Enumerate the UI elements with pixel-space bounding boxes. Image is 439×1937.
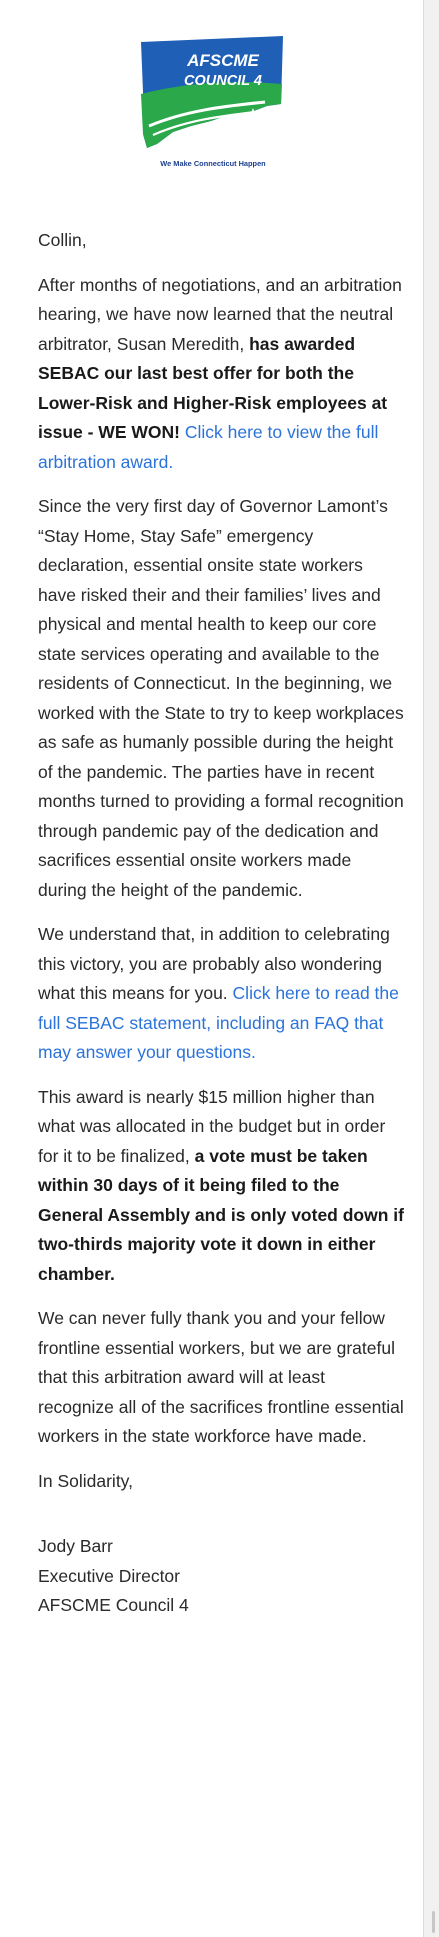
signature-name: Jody Barr — [38, 1536, 113, 1556]
paragraph-what-it-means — [38, 920, 404, 1068]
scrollbar-thumb[interactable] — [432, 1911, 435, 1933]
logo-line-2: COUNCIL 4 — [184, 73, 262, 89]
vote-requirement-bold: a vote must be taken within 30 days of it being filed to the General Assembly and is only voted down if two-thirds majority vote it down in either chamber. — [38, 1145, 404, 1284]
afscme-council-4-logo[interactable] — [0, 22, 424, 192]
paragraph-text: We understand that, in addition to celebrating this victory, you are probably also wondering what this means for you. — [38, 924, 390, 1003]
email-content — [38, 226, 404, 1621]
logo-line-1: AFSCME — [187, 51, 259, 70]
paragraph-arbitration-result — [38, 271, 404, 478]
logo-tagline: We Make Connecticut Happen — [160, 159, 266, 168]
paragraph-text: After months of negotiations, and an arbitration hearing, we have now learned that the neutral arbitrator, Susan Meredith, — [38, 274, 402, 354]
view-arbitration-award-link[interactable]: Click here to view the full arbitration award. — [38, 422, 379, 472]
paragraph-thanks: We can never fully thank you and your fellow frontline essential workers, but we are grateful that this arbitration award will at least recognize all of the sacrifices frontline essential workers in the state workforce have made. — [38, 1308, 404, 1446]
paragraph-vote-process — [38, 1083, 404, 1290]
connecticut-state-logo-icon — [127, 22, 297, 172]
signature-block — [38, 1511, 404, 1621]
scrollbar[interactable] — [425, 0, 439, 1937]
greeting: Collin, — [38, 230, 87, 250]
paragraph-text: This award is nearly $15 million higher than what was allocated in the budget but in order for it to be finalized, — [38, 1086, 386, 1166]
paragraph-background: Since the very first day of Governor Lamont’s “Stay Home, Stay Safe” emergency declaration, essential onsite state workers have risked their and their families’ lives and physical and mental health to keep our core state services operating and available to the residents of Connecticut. In the beginning, we worked with the State to try to keep workplaces as safe as humanly possible during the height of the pandemic. The parties have in recent months turned to providing a formal recognition through pandemic pay of the dedication and sacrifices essential onsite workers made during the height of the pandemic. — [38, 496, 404, 900]
award-announcement-bold: has awarded SEBAC our last best offer for both the Lower-Risk and Higher-Risk employees at issue - WE WON! — [38, 333, 388, 442]
signature-title: Executive Director — [38, 1565, 180, 1586]
closing: In Solidarity, — [38, 1470, 133, 1491]
sebac-statement-faq-link[interactable]: Click here to read the full SEBAC statement, including an FAQ that may answer your questions. — [38, 983, 399, 1062]
signature-org: AFSCME Council 4 — [38, 1595, 189, 1615]
